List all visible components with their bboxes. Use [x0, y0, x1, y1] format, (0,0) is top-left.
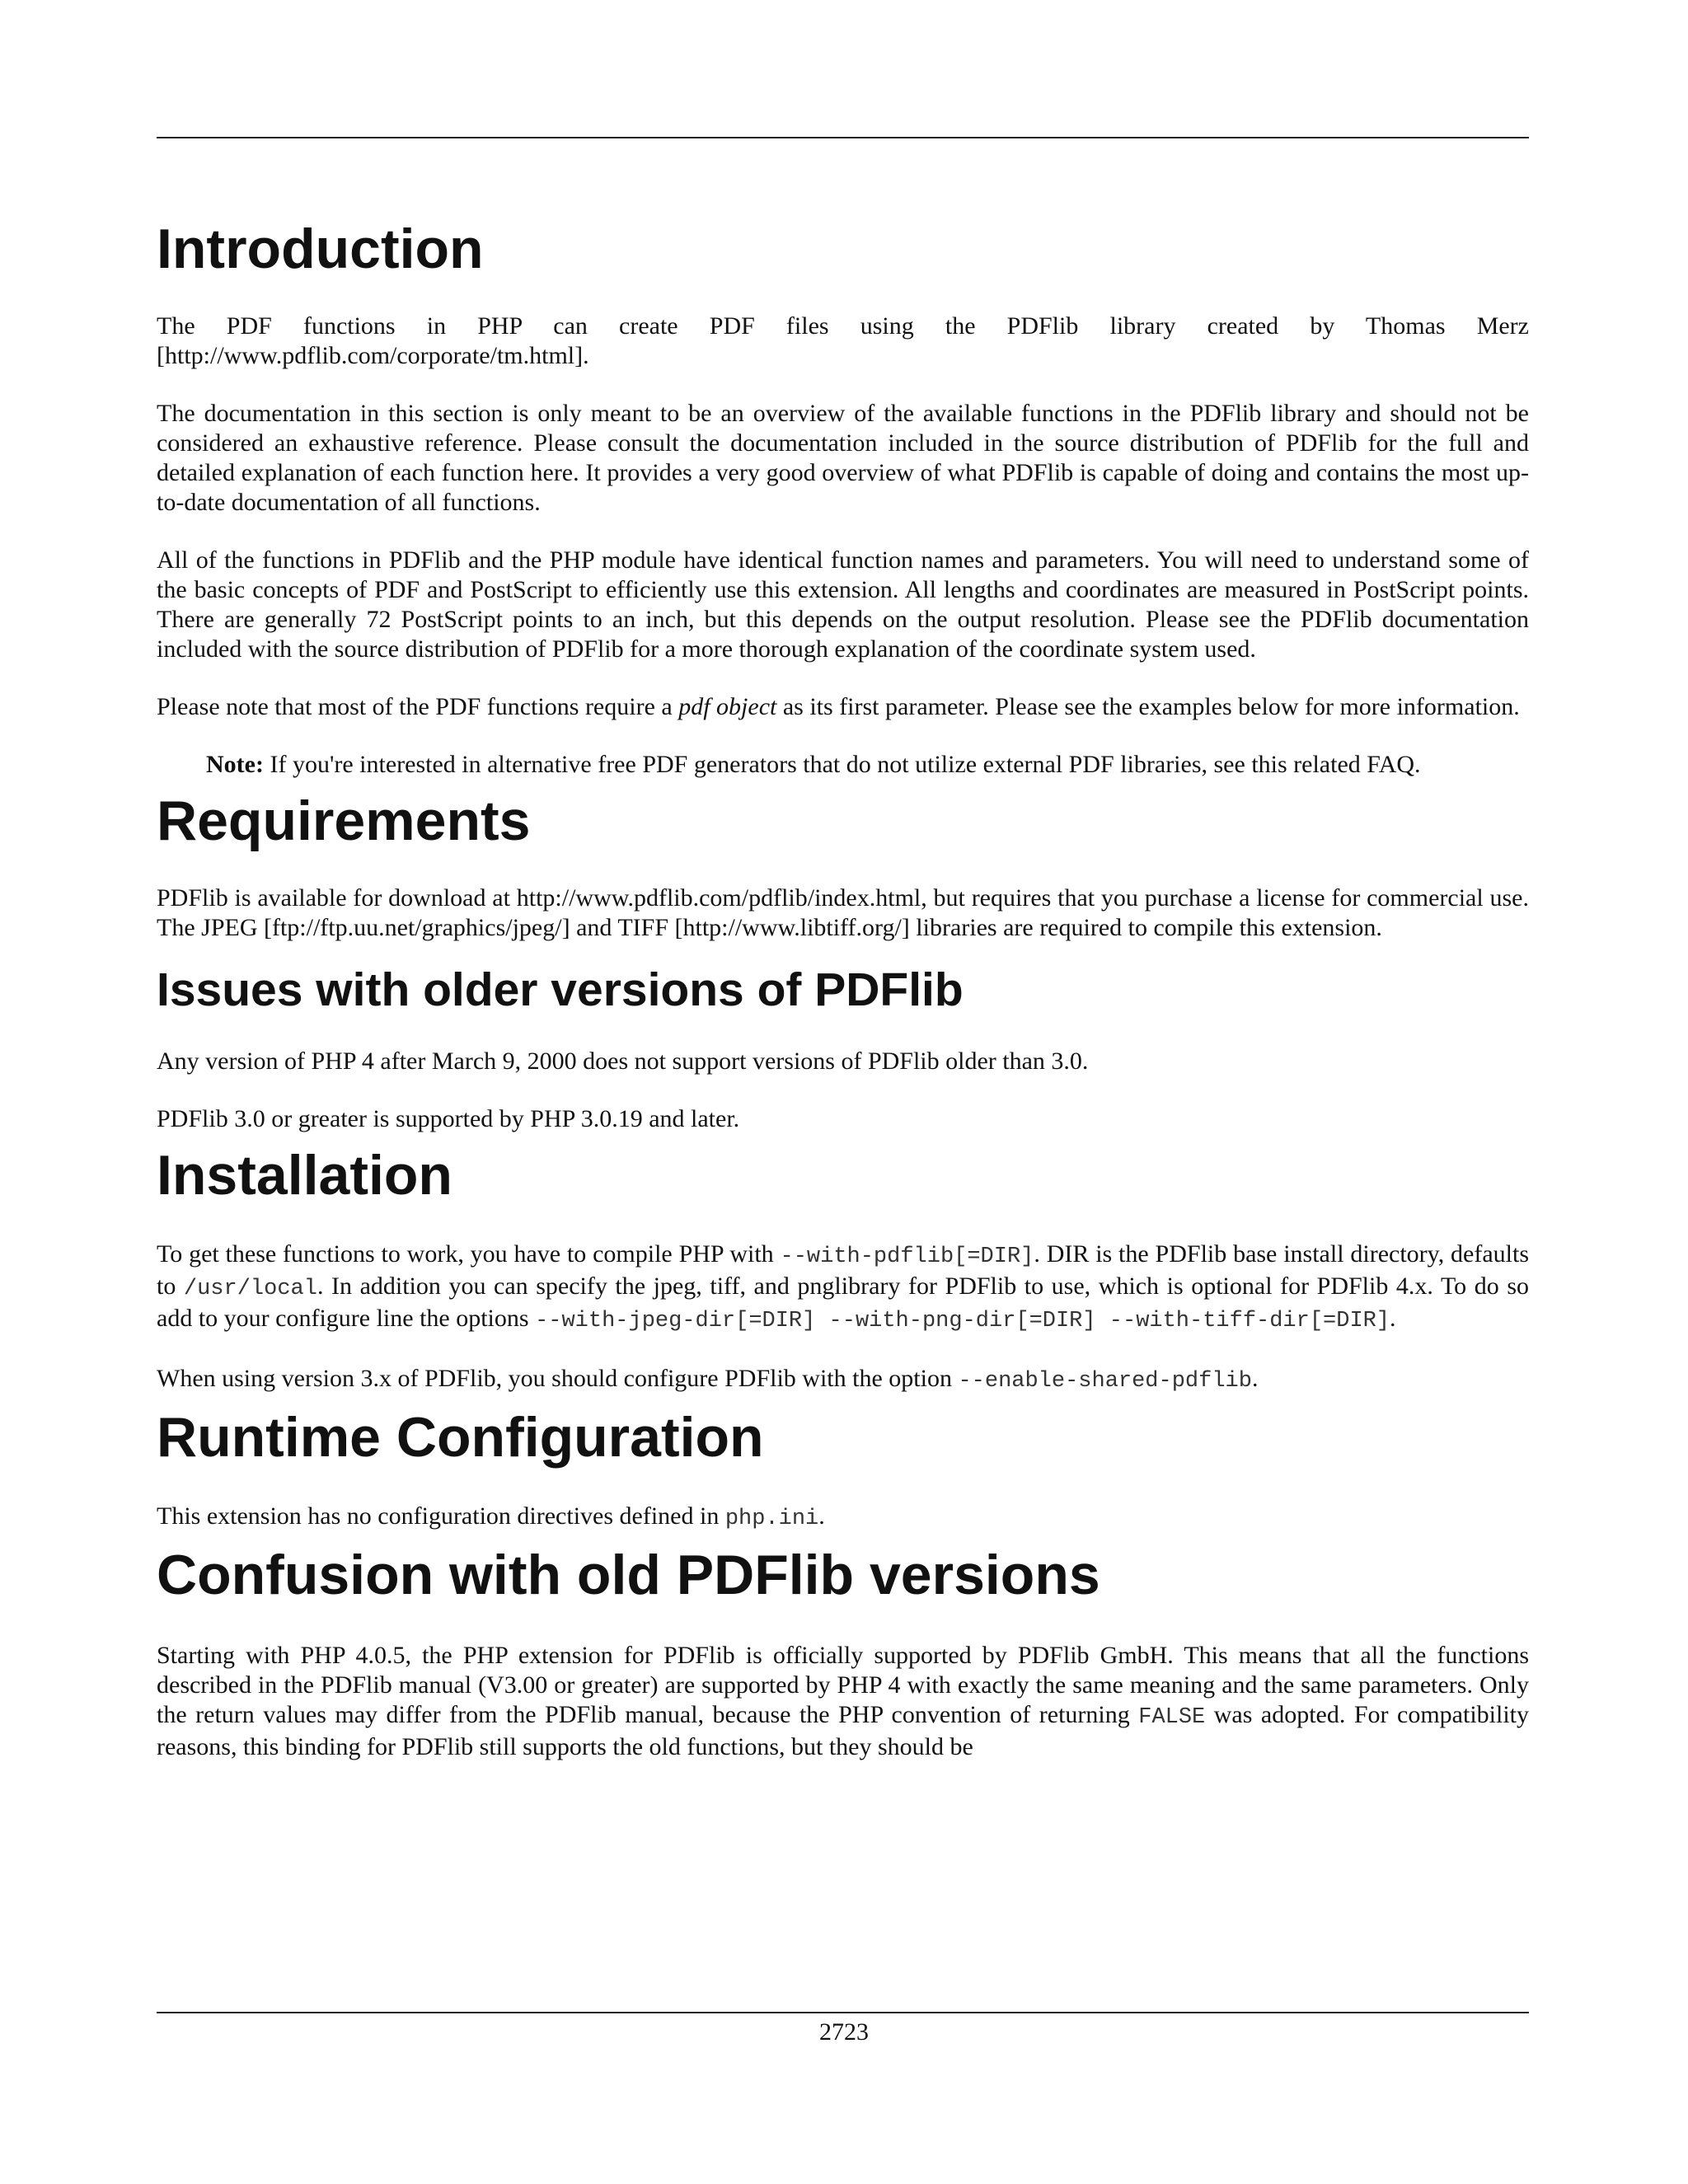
installation-paragraph-2	[157, 1364, 1529, 1396]
introduction-heading: Introduction	[157, 218, 484, 280]
installation-paragraph-1	[157, 1240, 1529, 1336]
text-span: To get these functions to work, you have to compile PHP with	[157, 1240, 781, 1268]
page-content	[157, 137, 1529, 1762]
text-span: Starting with PHP 4.0.5, the PHP extension for PDFlib is officially supported by PDFlib GmbH. This means that all the functions described in the PDFlib manual (V3.00 or greater) are supported by PHP 4 with exactly the same meaning and the same parameters. Only the return values may differ from the PDFlib manual, because the PHP convention of returning	[157, 1642, 1529, 1728]
issues-heading: Issues with older versions of PDFlib	[157, 963, 964, 1016]
code-with-pdflib: --with-pdflib[=DIR]	[780, 1244, 1034, 1269]
note-text: If you're interested in alternative free PDF generators that do not utilize external PDF libraries, see this related FAQ.	[263, 751, 1421, 778]
introduction-paragraph-2: The documentation in this section is only meant to be an overview of the available functions in the PDFlib library and should not be considered an exhaustive reference. Please consult the documentation included in the source distribution of PDFlib for the full and detailed explanation of each function here. It provides a very good overview of what PDFlib is capable of doing and contains the most up-to-date documentation of all functions.	[157, 400, 1529, 516]
confusion-paragraph	[157, 1641, 1529, 1762]
text-span: Please note that most of the PDF functions require a	[157, 693, 679, 720]
text-span: This extension has no configuration directives defined in	[157, 1502, 725, 1530]
introduction-paragraph-1: The PDF functions in PHP can create PDF files using the PDFlib library created by Thomas Merz [http://www.pdflib.com/corporate/tm.html].	[157, 312, 1529, 369]
emphasis-pdf-object: pdf object	[678, 693, 777, 720]
confusion-heading: Confusion with old PDFlib versions	[157, 1544, 1100, 1606]
page-number: 2723	[819, 2018, 869, 2046]
note-label: Note:	[206, 751, 264, 778]
text-span: When using version 3.x of PDFlib, you should configure PDFlib with the option	[157, 1365, 959, 1392]
issues-paragraph-2: PDFlib 3.0 or greater is supported by PHP 3.0.19 and later.	[157, 1105, 740, 1132]
runtime-configuration-paragraph	[157, 1502, 1529, 1534]
code-usr-local: /usr/local	[183, 1277, 317, 1301]
code-php-ini: php.ini	[724, 1507, 819, 1531]
introduction-paragraph-3: All of the functions in PDFlib and the PHP module have identical function names and parameters. You will need to understand some of the basic concepts of PDF and PostScript to efficiently use this extension. All lengths and coordinates are measured in PostScript points. There are generally 72 PostScript points to an inch, but this depends on the output resolution. Please see the PDFlib documentation included with the source distribution of PDFlib for a more thorough explanation of the coordinate system used.	[157, 546, 1529, 663]
text-span: .	[818, 1502, 825, 1530]
code-configure-options: --with-jpeg-dir[=DIR] --with-png-dir[=DIR] --with-tiff-dir[=DIR]	[535, 1309, 1390, 1333]
text-span: .	[1390, 1305, 1396, 1332]
text-span: was adopted. For compatibility reasons, this binding for PDFlib still supports the old functions, but they should be	[157, 1701, 1529, 1760]
requirements-heading: Requirements	[157, 790, 531, 852]
issues-paragraph-1: Any version of PHP 4 after March 9, 2000 does not support versions of PDFlib older than 3.0.	[157, 1047, 1089, 1075]
installation-heading: Installation	[157, 1144, 452, 1207]
note-block	[206, 750, 1484, 780]
text-span: . DIR is the PDFlib base install directory, defaults to	[157, 1240, 1529, 1300]
requirements-paragraph: PDFlib is available for download at http://www.pdflib.com/pdflib/index.html, but requires that you purchase a license for commercial use. The JPEG [ftp://ftp.uu.net/graphics/jpeg/] and TIFF [http://www.libtiff.org/] libraries are required to compile this extension.	[157, 884, 1529, 941]
runtime-configuration-heading: Runtime Configuration	[157, 1406, 764, 1469]
text-span: as its first parameter. Please see the examples below for more information.	[776, 693, 1520, 720]
introduction-paragraph-4	[157, 692, 1529, 722]
code-enable-shared-pdflib: --enable-shared-pdflib	[958, 1369, 1252, 1394]
code-false: FALSE	[1138, 1705, 1206, 1730]
text-span: . In addition you can specify the jpeg, tiff, and pnglibrary for PDFlib to use, which is optional for PDFlib 4.x. To do so add to your configure line the options	[157, 1272, 1529, 1332]
text-span: .	[1251, 1365, 1259, 1392]
